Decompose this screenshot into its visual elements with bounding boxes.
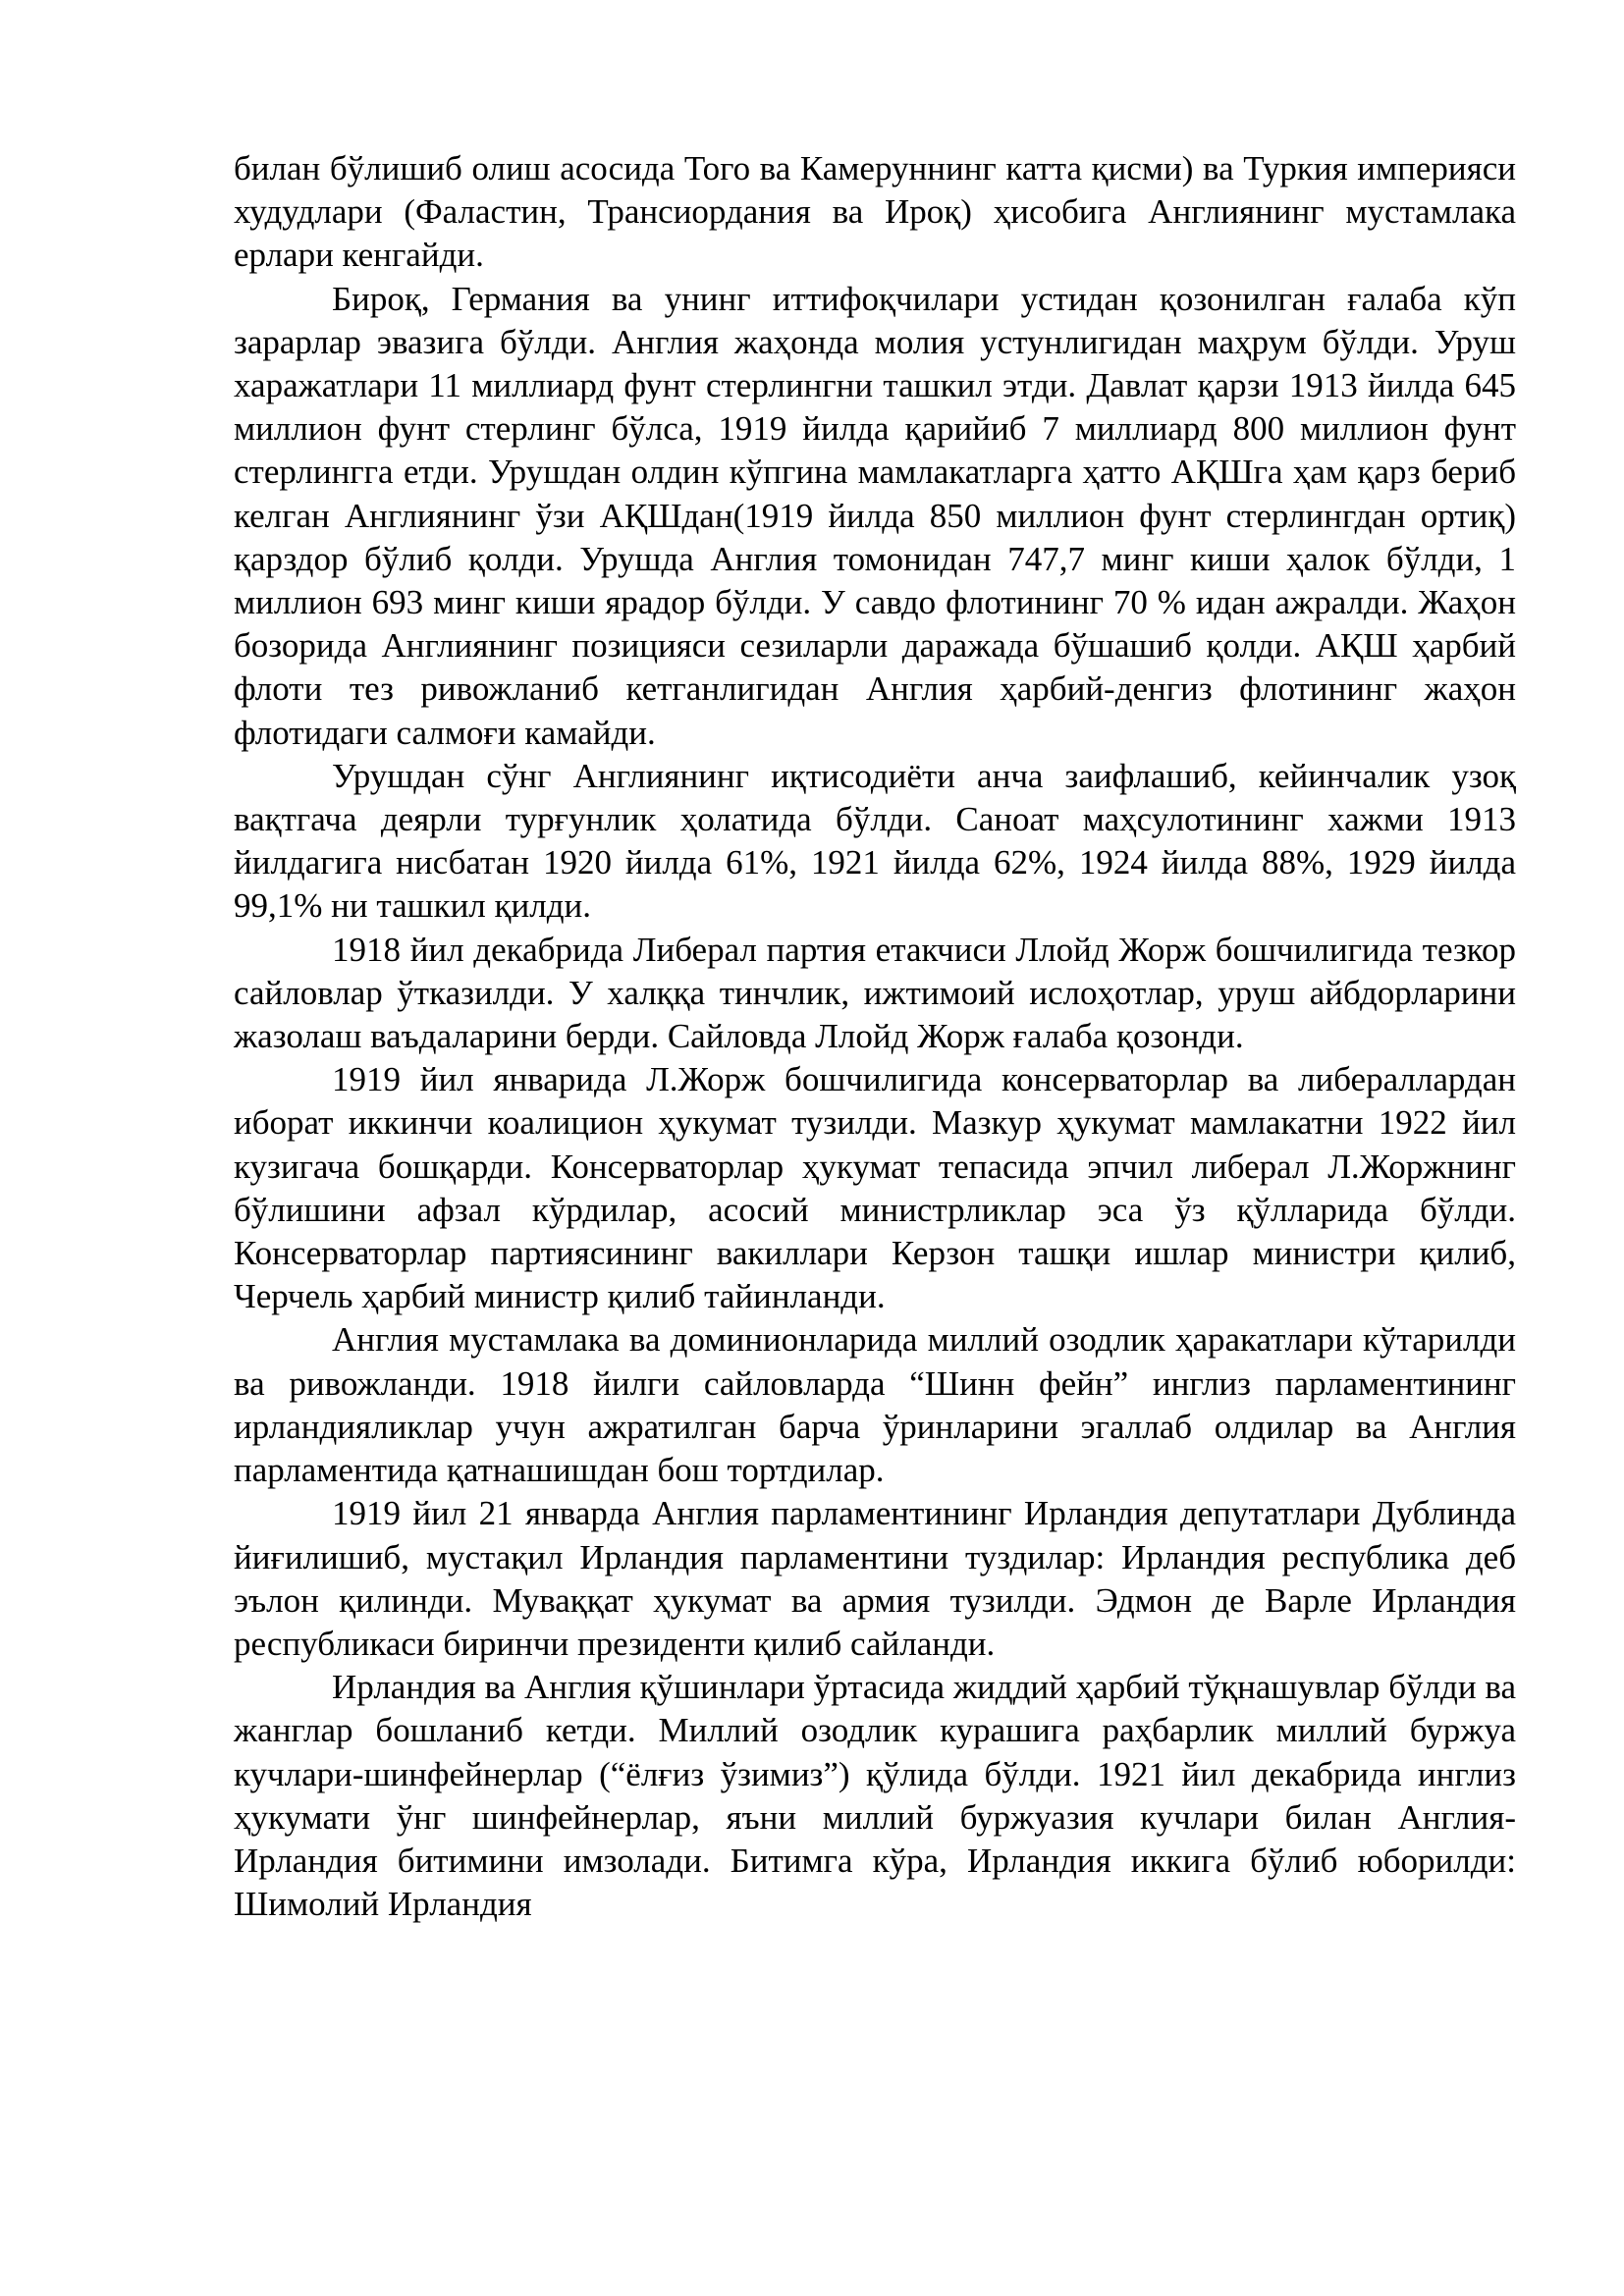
paragraph-coalition-government: 1919 йил январида Л.Жорж бошчилигида консерваторлар ва либераллардан иборат иккинчи коалицион ҳукумат тузилди. Мазкур ҳукумат мамлакатни 1922 йил кузигача бошқарди. Консерваторлар ҳукумат тепасида эпчил либерал Л.Жоржнинг бўлишини афзал кўрдилар, асосий министрликлар эса ўз қўлларида бўлди. Консерваторлар партиясининг вакиллари Керзон ташқи ишлар министри қилиб, Черчель ҳарбий министр қилиб тайинланди.	[234, 1060, 1516, 1316]
document-body	[234, 147, 1516, 1926]
paragraph-anglo-irish-treaty: Ирландия ва Англия қўшинлари ўртасида жиддий ҳарбий тўқнашувлар бўлди ва жанглар бошланиб кетди. Миллий озодлик курашига раҳбарлик миллий буржуа кучлари-шинфейнерлар (“ёлғиз ўзимиз”) қўлида бўлди. 1921 йил декабрида инглиз ҳукумати ўнг шинфейнерлар, яъни миллий буржуазия кучлари билан Англия-Ирландия битимини имзолади. Битимга кўра, Ирландия иккига бўлиб юборилди: Шимолий Ирландия	[234, 1668, 1516, 1924]
paragraph-1918-elections: 1918 йил декабрида Либерал партия етакчиси Ллойд Жорж бошчилигида тезкор сайловлар ўтказилди. У халққа тинчлик, ижтимоий ислоҳотлар, уруш айбдорларини жазолаш ваъдаларини берди. Сайловда Ллойд Жорж ғалаба қозонди.	[234, 930, 1516, 1056]
paragraph-war-losses: Бироқ, Германия ва унинг иттифоқчилари устидан қозонилган ғалаба кўп зарарлар эвазига бўлди. Англия жаҳонда молия устунлигидан маҳрум бўлди. Уруш харажатлари 11 миллиард фунт стерлингни ташкил этди. Давлат қарзи 1913 йилда 645 миллион фунт стерлинг бўлса, 1919 йилда қарийиб 7 миллиард 800 миллион фунт стерлингга етди. Урушдан олдин кўпгина мамлакатларга ҳатто АҚШга ҳам қарз бериб келган Англиянинг ўзи АҚШдан(1919 йилда 850 миллион фунт стерлингдан ортиқ) қарздор бўлиб қолди. Урушда Англия томонидан 747,7 минг киши ҳалок бўлди, 1 миллион 693 минг киши ярадор бўлди. У савдо флотининг 70 % идан ажралди. Жаҳон бозорида Англиянинг позицияси сезиларли даражада бўшашиб қолди. АҚШ ҳарбий флоти тез ривожланиб кетганлигидан Англия ҳарбий-денгиз флотининг жаҳон флотидаги салмоғи камайди.	[234, 279, 1516, 752]
paragraph-liberation-movements: Англия мустамлака ва доминионларида миллий озодлик ҳаракатлари кўтарилди ва ривожланди. 1918 йилги сайловларда “Шинн фейн” инглиз парламентининг ирландияликлар учун ажратилган барча ўринларини эгаллаб олдилар ва Англия парламентида қатнашишдан бош тортдилар.	[234, 1320, 1516, 1490]
paragraph-continuation: билан бўлишиб олиш асосида Того ва Камеруннинг катта қисми) ва Туркия империяси худудлари (Фаластин, Трансиордания ва Ироқ) ҳисобига Англиянинг мустамлака ерлари кенгайди.	[234, 149, 1516, 275]
paragraph-economy: Урушдан сўнг Англиянинг иқтисодиёти анча заифлашиб, кейинчалик узоқ вақтгача деярли турғунлик ҳолатида бўлди. Саноат маҳсулотининг хажми 1913 йилдагига нисбатан 1920 йилда 61%, 1921 йилда 62%, 1924 йилда 88%, 1929 йилда 99,1% ни ташкил қилди.	[234, 756, 1516, 926]
paragraph-irish-republic: 1919 йил 21 январда Англия парламентининг Ирландия депутатлари Дублинда йиғилишиб, мустақил Ирландия парламентини туздилар: Ирландия республика деб эълон қилинди. Муваққат ҳукумат ва армия тузилди. Эдмон де Варле Ирландия республикаси биринчи президенти қилиб сайланди.	[234, 1494, 1516, 1663]
